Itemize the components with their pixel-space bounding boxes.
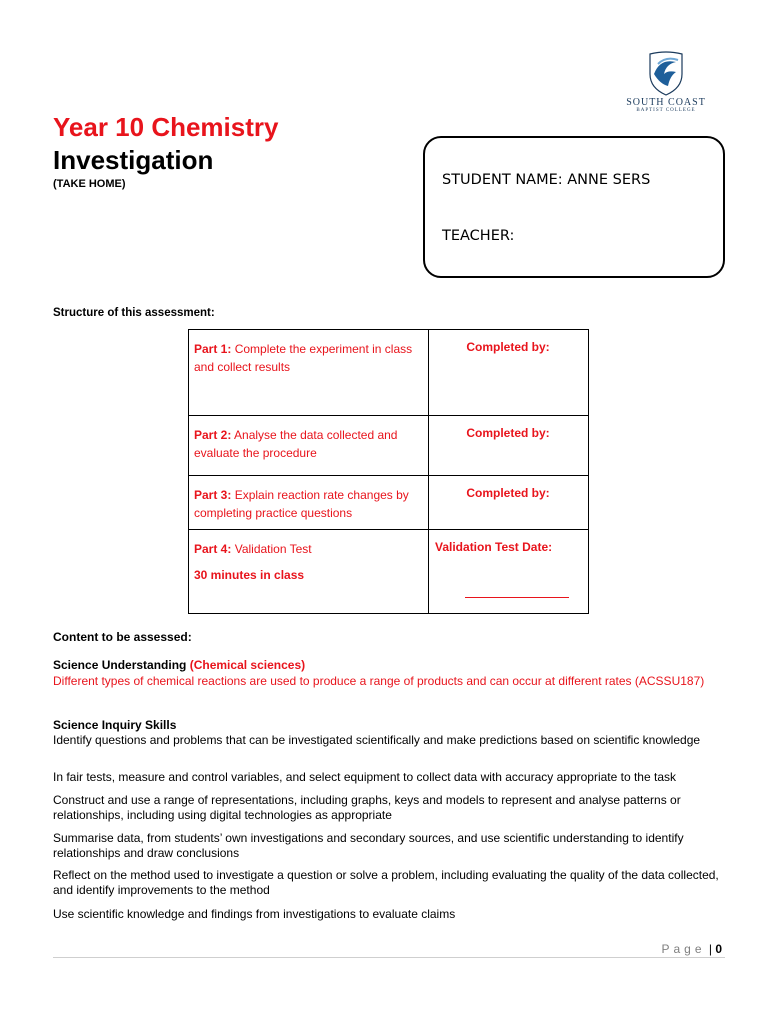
inquiry-heading: Science Inquiry Skills: [53, 718, 177, 732]
completed-by-cell: [429, 330, 589, 416]
completed-by-label: Completed by:: [466, 426, 550, 440]
table-row: [189, 530, 589, 614]
student-name-label: STUDENT NAME: ANNE SERS: [442, 172, 651, 188]
part-cell: [189, 416, 429, 476]
date-fill-line: [465, 596, 569, 598]
inquiry-item: Use scientific knowledge and findings from investigations to evaluate claims: [53, 907, 456, 921]
inquiry-item: In fair tests, measure and control variables, and select equipment to collect data with accuracy appropriate to the task: [53, 770, 676, 784]
teacher-label: TEACHER:: [442, 228, 515, 244]
inquiry-item: Identify questions and problems that can be investigated scientifically and make predictions based on scientific knowledge: [53, 733, 701, 747]
title-line1: Year 10 Chemistry: [53, 112, 279, 142]
shield-crest-icon: [646, 50, 686, 96]
completed-by-label: Completed by:: [466, 340, 550, 354]
page-label: Page: [661, 942, 706, 956]
validation-date-cell: [429, 530, 589, 614]
understanding-text: Different types of chemical reactions are used to produce a range of products and can occur at different rates (ACSSU187): [53, 674, 705, 688]
table-row: [189, 416, 589, 476]
part-label: Part 2:: [194, 428, 232, 442]
part-label: Part 4:: [194, 542, 232, 556]
part-label: Part 1:: [194, 342, 232, 356]
student-info-box: [423, 136, 725, 278]
completed-by-cell: [429, 416, 589, 476]
part-description: Explain reaction rate changes by completing practice questions: [194, 488, 409, 520]
title-line2: Investigation: [53, 145, 214, 175]
page-separator: |: [708, 942, 712, 956]
table-row: [189, 330, 589, 416]
validation-date-label: Validation Test Date:: [435, 540, 553, 554]
content-heading: Content to be assessed:: [53, 630, 192, 644]
page-footer: [661, 942, 722, 956]
page-number: 0: [715, 942, 722, 956]
structure-heading: Structure of this assessment:: [53, 307, 215, 319]
inquiry-item: Summarise data, from students’ own investigations and secondary sources, and use scientific understanding to identify relationships and draw conclusions: [53, 831, 684, 860]
college-logo: [618, 50, 714, 128]
logo-name: SOUTH COAST: [626, 97, 706, 108]
inquiry-item: Reflect on the method used to investigate a question or solve a problem, including evaluating the quality of the data collected, and identify improvements to the method: [53, 868, 719, 897]
table-row: [189, 476, 589, 530]
logo-subtitle: BAPTIST COLLEGE: [636, 108, 696, 113]
completed-by-label: Completed by:: [466, 486, 550, 500]
part-label: Part 3:: [194, 488, 232, 502]
part-cell: [189, 330, 429, 416]
assessment-structure-table: [188, 329, 589, 614]
completed-by-cell: [429, 476, 589, 530]
part-description: Analyse the data collected and evaluate the procedure: [194, 428, 398, 460]
title-subtitle: (TAKE HOME): [53, 178, 126, 190]
part-description: Complete the experiment in class and collect results: [194, 342, 413, 374]
understanding-area: (Chemical sciences): [189, 658, 306, 672]
part-cell: [189, 476, 429, 530]
science-understanding: [53, 658, 723, 673]
inquiry-item: Construct and use a range of representations, including graphs, keys and models to represent and analyse patterns or relationships, including using digital technologies as appropriate: [53, 793, 681, 822]
part-description: Validation Test: [234, 542, 312, 556]
footer-divider: [53, 957, 725, 958]
part-note: 30 minutes in class: [194, 568, 305, 582]
part-cell: [189, 530, 429, 614]
understanding-label: Science Understanding: [53, 658, 187, 672]
